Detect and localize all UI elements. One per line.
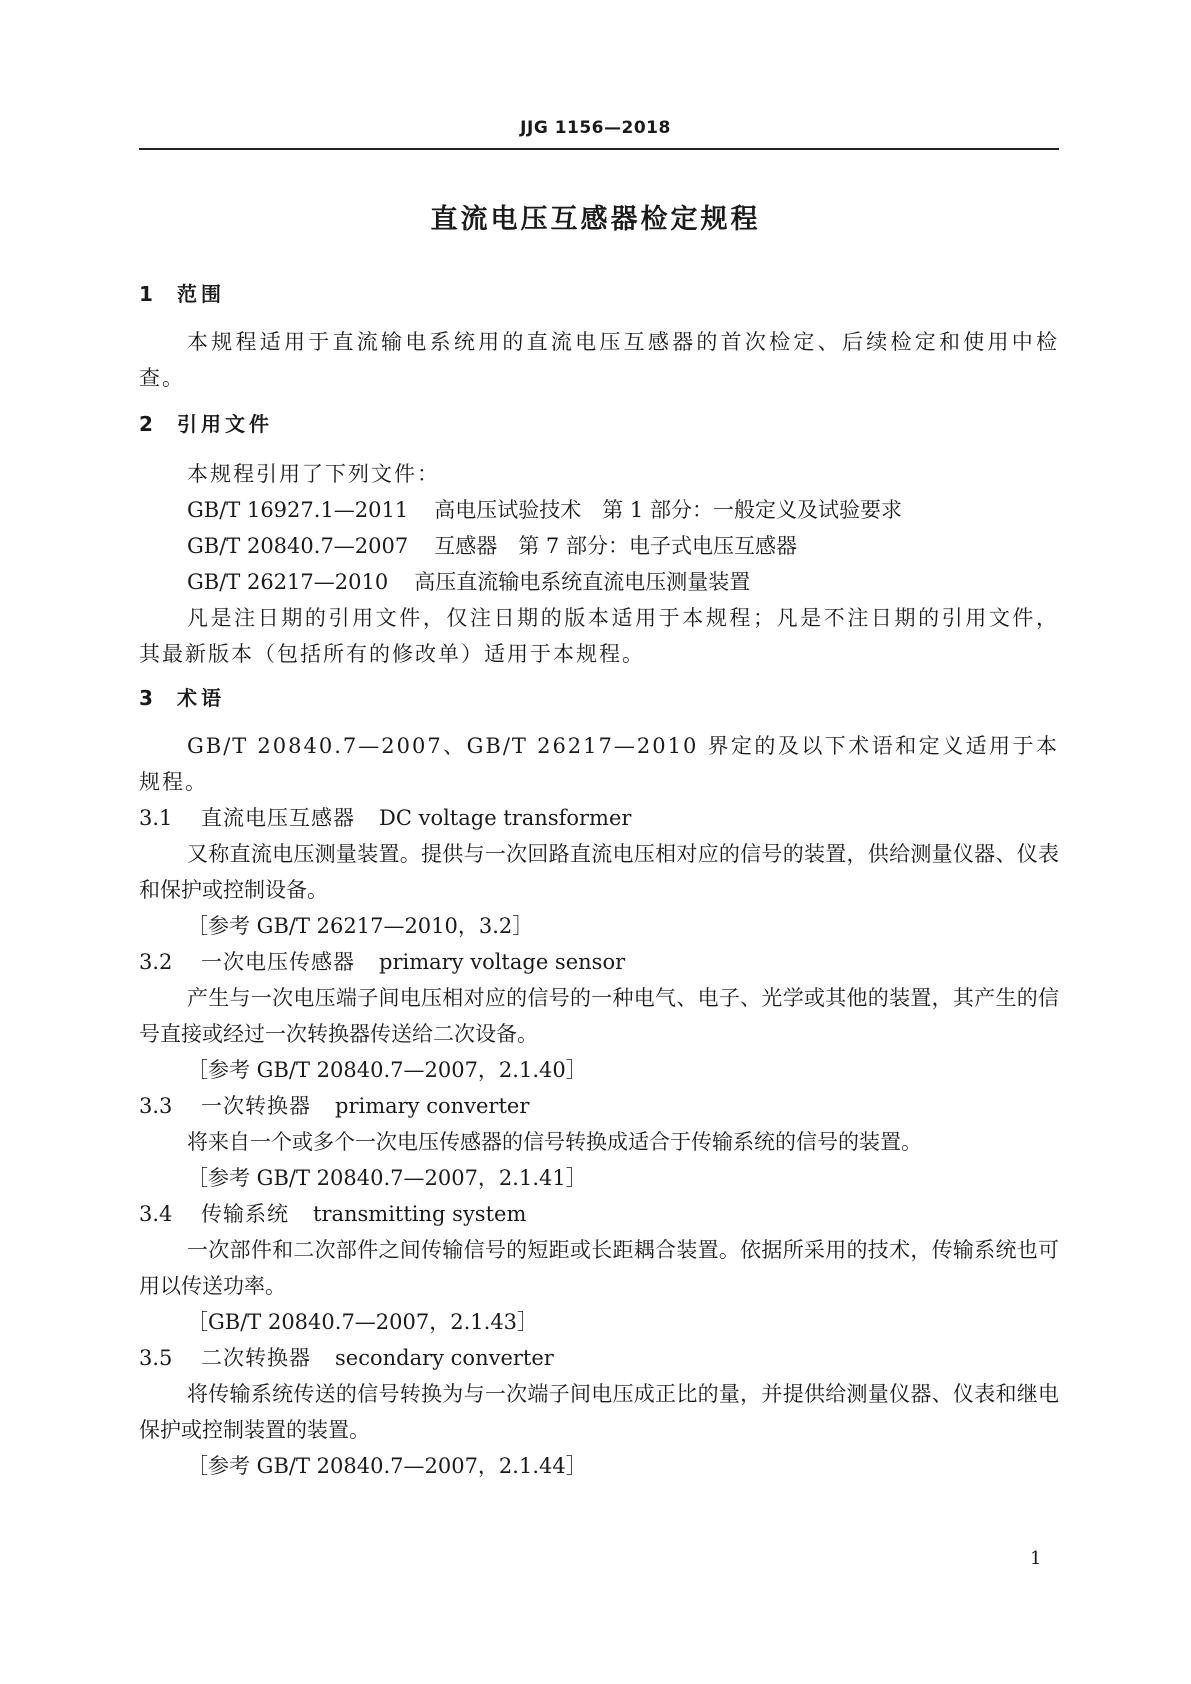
section-label: 引用文件 — [177, 412, 273, 436]
reference-item — [187, 564, 1059, 600]
references-intro: 本规程引用了下列文件： — [187, 462, 440, 486]
term-entry — [139, 944, 1059, 980]
document-title: 直流电压互感器检定规程 — [430, 204, 761, 235]
standard-code: JJG 1156—2018 — [520, 118, 671, 138]
term-number: 3.3 — [139, 1094, 173, 1118]
section-number: 2 — [139, 412, 153, 436]
scope-paragraph: 本规程适用于直流输电系统用的直流电压互感器的首次检定、后续检定和使用中检查。 — [139, 330, 1059, 390]
term-en: secondary converter — [335, 1346, 554, 1370]
reference-item — [187, 492, 1059, 528]
reference-item — [187, 528, 1059, 564]
term-definition: 又称直流电压测量装置。提供与一次回路直流电压相对应的信号的装置，供给测量仪器、仪表和保护或控制设备。 — [139, 842, 1059, 902]
term-definition: 将传输系统传送的信号转换为与一次端子间电压成正比的量，并提供给测量仪器、仪表和继电保护或控制装置的装置。 — [139, 1382, 1059, 1442]
reference-code: GB/T 20840.7—2007 — [187, 534, 409, 558]
term-entry — [139, 1088, 1059, 1124]
term-reference: ［参考 GB/T 20840.7—2007，2.1.41］ — [187, 1166, 587, 1190]
section-heading-references — [139, 406, 273, 442]
term-zh: 直流电压互感器 — [201, 806, 355, 830]
term-definition: 一次部件和二次部件之间传输信号的短距或长距耦合装置。依据所采用的技术，传输系统也可用以传送功率。 — [139, 1238, 1059, 1298]
references-note: 凡是注日期的引用文件，仅注日期的版本适用于本规程；凡是不注日期的引用文件，其最新版本（包括所有的修改单）适用于本规程。 — [139, 606, 1059, 666]
term-reference: ［参考 GB/T 20840.7—2007，2.1.40］ — [187, 1058, 587, 1082]
term-entry — [139, 800, 1059, 836]
term-zh: 一次转换器 — [201, 1094, 311, 1118]
term-entry — [139, 1196, 1059, 1232]
section-number: 1 — [139, 282, 153, 306]
term-zh: 一次电压传感器 — [201, 950, 355, 974]
term-entry — [139, 1340, 1059, 1376]
term-zh: 二次转换器 — [201, 1346, 311, 1370]
term-definition: 将来自一个或多个一次电压传感器的信号转换成适合于传输系统的信号的装置。 — [187, 1130, 922, 1154]
reference-code: GB/T 16927.1—2011 — [187, 498, 409, 522]
term-number: 3.4 — [139, 1202, 173, 1226]
page-number: 1 — [1030, 1548, 1042, 1569]
section-heading-terms — [139, 680, 225, 716]
section-number: 3 — [139, 686, 153, 710]
terms-intro: GB/T 20840.7—2007、GB/T 26217—2010 界定的及以下术语和定义适用于本规程。 — [139, 734, 1059, 794]
reference-code: GB/T 26217—2010 — [187, 570, 389, 594]
section-label: 范围 — [177, 282, 225, 306]
reference-title: 高电压试验技术 第 1 部分：一般定义及试验要求 — [434, 498, 902, 522]
term-number: 3.5 — [139, 1346, 173, 1370]
term-number: 3.2 — [139, 950, 173, 974]
section-label: 术语 — [177, 686, 225, 710]
reference-title: 互感器 第 7 部分：电子式电压互感器 — [434, 534, 797, 558]
term-reference: ［参考 GB/T 20840.7—2007，2.1.44］ — [187, 1454, 587, 1478]
term-definition: 产生与一次电压端子间电压相对应的信号的一种电气、电子、光学或其他的装置，其产生的信号直接或经过一次转换器传送给二次设备。 — [139, 986, 1059, 1046]
term-reference: ［GB/T 20840.7—2007，2.1.43］ — [187, 1310, 539, 1334]
reference-title: 高压直流输电系统直流电压测量装置 — [414, 570, 751, 594]
term-en: primary converter — [335, 1094, 530, 1118]
term-en: transmitting system — [313, 1202, 527, 1226]
term-en: primary voltage sensor — [379, 950, 626, 974]
term-number: 3.1 — [139, 806, 173, 830]
header-rule — [139, 148, 1059, 150]
term-reference: ［参考 GB/T 26217—2010，3.2］ — [187, 914, 534, 938]
section-heading-scope — [139, 276, 225, 312]
term-zh: 传输系统 — [201, 1202, 289, 1226]
term-en: DC voltage transformer — [379, 806, 632, 830]
